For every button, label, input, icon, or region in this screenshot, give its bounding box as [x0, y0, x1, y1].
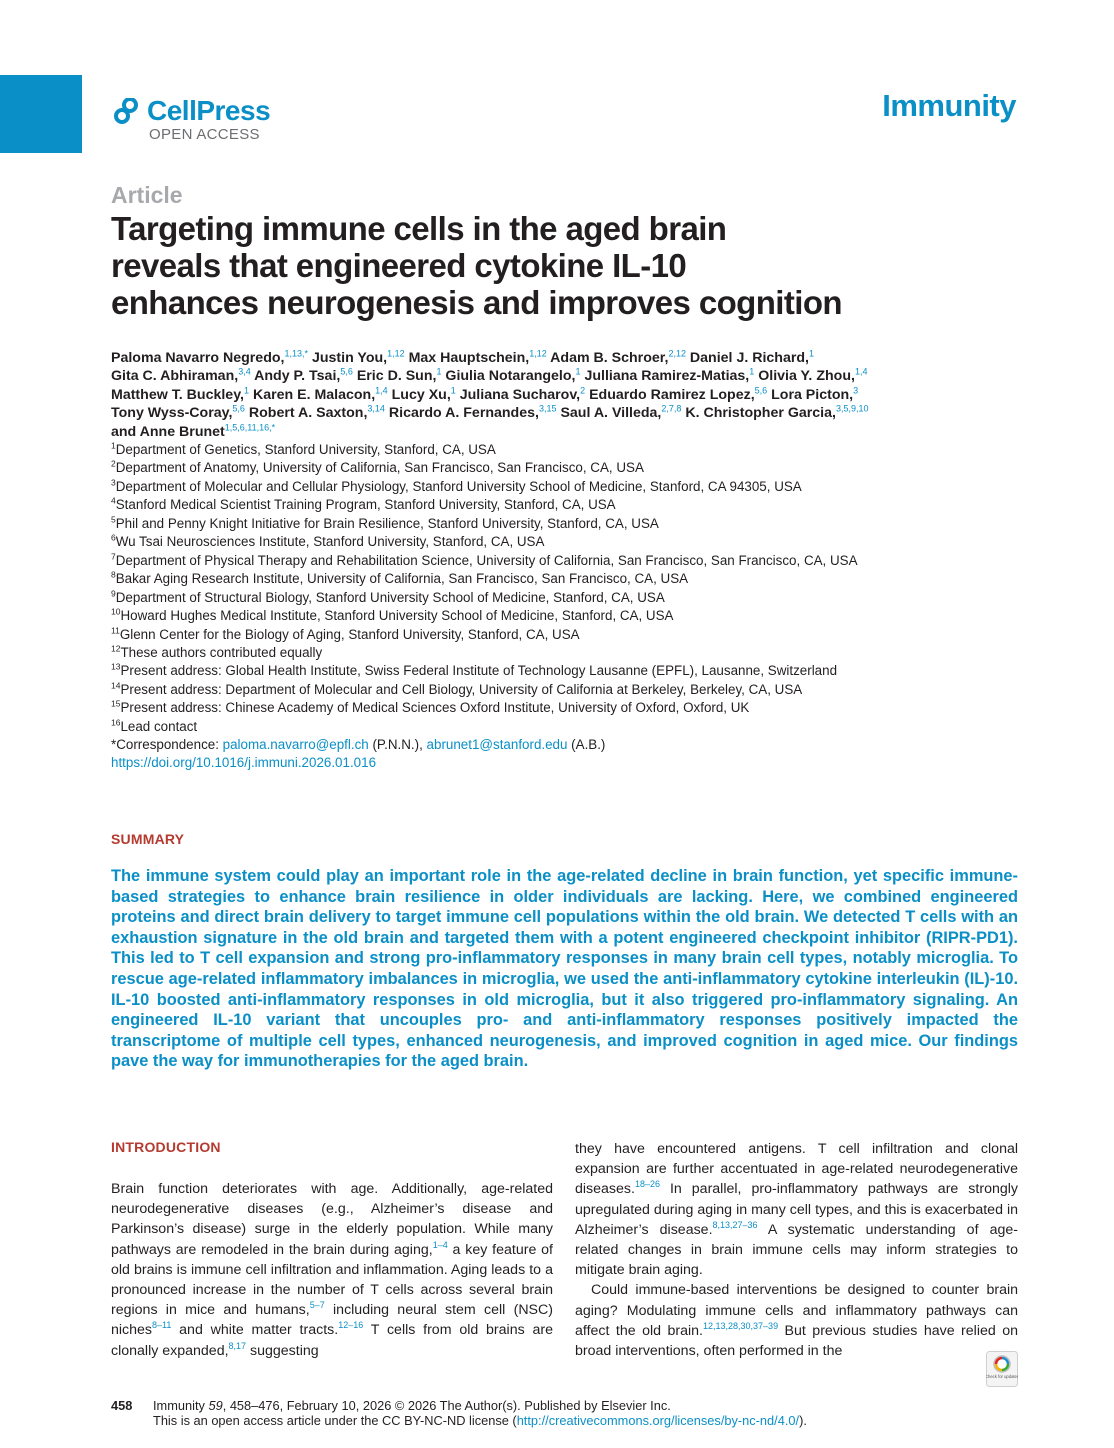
email-link-2[interactable]: abrunet1@stanford.edu — [426, 737, 568, 752]
header-color-tab — [0, 75, 82, 153]
affiliation-item — [111, 644, 1011, 662]
author-name: K. Christopher Garcia, — [685, 405, 836, 422]
affiliation-text: Bakar Aging Research Institute, University of California, San Francisco, San Francisco, CA, USA — [115, 571, 689, 587]
affiliation-item — [111, 459, 1011, 477]
author-affiliation-marker: 1,4 — [375, 385, 388, 396]
affiliation-number: 15 — [111, 698, 121, 709]
affiliation-text: Department of Anatomy, University of California, San Francisco, San Francisco, CA, USA — [115, 460, 644, 476]
affiliation-text: Present address: Global Health Institute, Swiss Federal Institute of Technology Lausanne (EPFL), Lausanne, Switzerland — [120, 663, 838, 679]
author-name: Eduardo Ramirez Lopez, — [589, 386, 755, 403]
affiliation-number: 16 — [111, 717, 121, 728]
body-text: and white matter tracts. — [171, 1322, 339, 1339]
check-for-updates-icon — [986, 1351, 1018, 1387]
author-affiliation-marker: 2,12 — [668, 348, 686, 359]
open-access-label: OPEN ACCESS — [149, 126, 260, 143]
affiliation-number: 3 — [111, 477, 116, 488]
author-list — [111, 349, 1011, 441]
cellpress-logo-icon — [113, 98, 143, 124]
author-affiliation-marker: 1 — [749, 366, 755, 377]
affiliation-item — [111, 570, 1011, 588]
intro-right-column — [575, 1139, 1018, 1361]
affiliation-number: 9 — [111, 588, 116, 599]
author-affiliation-marker: 3,14 — [367, 403, 385, 414]
citation-details: , 458–476, February 10, 2026 © 2026 The Author(s). Published by Elsevier Inc. — [222, 1398, 671, 1413]
affiliation-text: Glenn Center for the Biology of Aging, Stanford University, Stanford, CA, USA — [119, 626, 580, 642]
affiliation-number: 1 — [111, 440, 116, 451]
author-name: Eric D. Sun, — [356, 368, 437, 385]
author-affiliation-marker: 3,15 — [538, 403, 557, 414]
body-text: Could immune-based interventions be designed to counter brain aging? Modulating immune cells and inflammatory pathways can affect the old brain. — [575, 1282, 1018, 1339]
body-text: they have encountered antigens. T cell infiltration and clonal expansion are further accentuated in age-related neurodegenerative diseases. — [575, 1141, 1018, 1198]
author-affiliation-marker: 2,7,8 — [661, 403, 682, 414]
body-text: T cells from old brains are clonally expanded, — [111, 1322, 553, 1359]
author-affiliation-marker: 3 — [853, 385, 859, 396]
title-line: reveals that engineered cytokine IL-10 — [111, 247, 687, 284]
author-affiliation-marker: 5,6 — [340, 366, 353, 377]
author-affiliation-marker: 1,13,* — [284, 348, 308, 359]
author-name: Matthew T. Buckley, — [111, 386, 244, 403]
citation-link[interactable]: 8,13,27–36 — [712, 1219, 758, 1230]
author-affiliation-marker: 1,12 — [387, 348, 405, 359]
author-name: Saul A. Villeda, — [560, 405, 662, 422]
author-affiliation-marker: 1 — [575, 366, 581, 377]
summary-text: The immune system could play an important role in the age-related decline in brain function, yet specific immune-based strategies to enhance brain resilience in older individuals are lacking. Here, we combined engineered proteins and direct brain delivery to target immune cell populations within the old brain. We detected T cells with an exhaustion signature in the old brain and targeted them with a potent engineered checkpoint inhibitor (RIPR-PD1). This led to T cell expansion and strong pro-inflammatory responses in many brain cell types, notably microglia. To rescue age-related inflammatory imbalances in microglia, we used the anti-inflammatory cytokine interleukin (IL)-10. IL-10 boosted anti-inflammatory responses in old microglia, but it also triggered pro-inflammatory signaling. An engineered IL-10 variant that uncouples pro- and anti-inflammatory responses positively impacted the transcriptome of multiple cell types, enhanced neurogenesis, and improved cognition in aged mice. Our findings pave the way for immunotherapies for the aged brain. — [111, 867, 1018, 1071]
body-text: including neural stem cell (NSC) niches — [111, 1302, 553, 1339]
author-name: Julliana Ramirez-Matias, — [584, 368, 750, 385]
introduction-heading: INTRODUCTION — [111, 1139, 221, 1155]
affiliation-text: Phil and Penny Knight Initiative for Brain Resilience, Stanford University, Stanford, CA, USA — [115, 515, 659, 531]
affiliation-text: Stanford Medical Scientist Training Program, Stanford University, Stanford, CA, USA — [115, 497, 616, 513]
author-affiliation-marker: 5,6 — [232, 403, 245, 414]
author-name: Justin You, — [311, 350, 388, 366]
journal-name[interactable]: Immunity — [882, 88, 1016, 123]
affiliation-text: Wu Tsai Neurosciences Institute, Stanford University, Stanford, CA, USA — [115, 534, 545, 550]
article-title — [111, 210, 931, 321]
license-link[interactable]: http://creativecommons.org/licenses/by-nc-nd/4.0/ — [516, 1413, 800, 1428]
title-line: Targeting immune cells in the aged brain — [111, 210, 727, 247]
affiliation-item — [111, 589, 1011, 607]
affiliation-text: Howard Hughes Medical Institute, Stanford University School of Medicine, Stanford, CA, USA — [120, 608, 674, 624]
body-text: A systematic understanding of age-related changes in brain immune cells may inform strategies to mitigate brain aging. — [575, 1221, 1018, 1279]
body-text: But previous studies have relied on broad interventions, often performed in the — [575, 1322, 1018, 1360]
article-type-label: Article — [111, 182, 183, 208]
footer-citation — [153, 1398, 671, 1413]
author-name: Tony Wyss-Coray, — [111, 405, 233, 422]
author-affiliation-marker: 1 — [808, 348, 814, 359]
affiliation-text: Lead contact — [120, 718, 198, 734]
affiliation-item — [111, 441, 1011, 459]
author-name: Lora Picton, — [771, 386, 854, 403]
affiliation-item — [111, 718, 1011, 736]
author-name: Paloma Navarro Negredo, — [111, 350, 285, 366]
check-for-updates-badge[interactable] — [986, 1351, 1018, 1387]
body-text: Brain function deteriorates with age. Additionally, age-related neurodegenerative diseases (e.g., Alzheimer’s disease and Parkinson’s disease) surge in the elderly population. While many pathways are remodeled in the brain during aging, — [111, 1181, 553, 1258]
author-name: Daniel J. Richard, — [689, 350, 809, 366]
author-affiliation-marker: 1 — [243, 385, 249, 396]
affiliation-number: 10 — [111, 606, 121, 617]
cellpress-logo[interactable] — [113, 95, 270, 127]
footer-license — [153, 1413, 807, 1428]
citation-link[interactable]: 8,17 — [228, 1340, 247, 1351]
author-name: Karen E. Malacon, — [252, 386, 376, 403]
author-name: Lucy Xu, — [391, 386, 451, 403]
intro-paragraph — [575, 1139, 1018, 1280]
affiliation-item — [111, 533, 1011, 551]
author-name: Adam B. Schroer, — [550, 350, 669, 366]
author-name: Olivia Y. Zhou, — [758, 368, 855, 385]
author-name: Robert A. Saxton, — [248, 405, 368, 422]
author-affiliation-marker: 1 — [436, 366, 442, 377]
affiliation-text: Department of Molecular and Cellular Physiology, Stanford University School of Medicine, Stanford, CA 94305, USA — [115, 478, 802, 494]
author-name: Max Hauptschein, — [408, 350, 530, 366]
author-name: Gita C. Abhiraman, — [111, 368, 239, 385]
author-affiliation-marker: 1 — [450, 385, 456, 396]
affiliation-number: 7 — [111, 551, 116, 562]
author-name: Giulia Notarangelo, — [445, 368, 576, 385]
affiliation-number: 14 — [111, 680, 121, 691]
author-name: and Anne Brunet — [111, 423, 225, 440]
body-text: In parallel, pro-inflammatory pathways are strongly upregulated during aging in many cell types, and this is exacerbated in Alzheimer’s disease. — [575, 1181, 1018, 1238]
affiliation-list — [111, 441, 1011, 736]
affiliation-item — [111, 681, 1011, 699]
summary-heading: SUMMARY — [111, 831, 185, 847]
affiliation-text: Department of Structural Biology, Stanford University School of Medicine, Stanford, CA, USA — [115, 589, 665, 605]
badge-text: Check for updates — [986, 1374, 1018, 1379]
citation-link[interactable]: 12,13,28,30,37–39 — [703, 1320, 779, 1331]
correspondence — [111, 737, 605, 752]
affiliation-text: These authors contributed equally — [120, 644, 323, 660]
intro-left-column — [111, 1179, 553, 1361]
citation-link[interactable]: 8–11 — [152, 1320, 172, 1331]
affiliation-number: 4 — [111, 495, 116, 506]
author-affiliation-marker: 1,5,6,11,16,* — [224, 421, 276, 432]
author-name: Juliana Sucharov, — [459, 386, 581, 403]
citation-link[interactable]: 18–26 — [634, 1179, 660, 1190]
affiliation-number: 12 — [111, 643, 121, 654]
author-name: Andy P. Tsai, — [254, 368, 341, 385]
author-affiliation-marker: 2 — [580, 385, 586, 396]
body-text: suggesting — [246, 1342, 319, 1359]
citation-link[interactable]: 5–7 — [309, 1300, 325, 1311]
author-affiliation-marker: 1,4 — [854, 366, 868, 377]
correspondence-prefix: *Correspondence: — [111, 737, 223, 752]
affiliation-item — [111, 496, 1011, 514]
affiliation-number: 5 — [111, 514, 116, 525]
author-affiliation-marker: 3,5,9,10 — [835, 403, 869, 414]
author-affiliation-marker: 5,6 — [754, 385, 768, 396]
affiliation-text: Department of Genetics, Stanford University, Stanford, CA, USA — [115, 442, 496, 457]
body-text: a key feature of old brains is immune cell infiltration and inflammation. Aging leads to a pronounced increase in the number of T cells across several brain regions in mice and humans, — [111, 1241, 553, 1319]
affiliation-text: Present address: Department of Molecular and Cell Biology, University of California at Berkeley, Berkeley, CA, USA — [120, 681, 803, 697]
citation-link[interactable]: 1–4 — [432, 1239, 448, 1250]
affiliation-item — [111, 478, 1011, 496]
affiliation-item — [111, 662, 1011, 680]
email-link-1[interactable]: paloma.navarro@epfl.ch — [222, 737, 369, 752]
author-affiliation-marker: 3,4 — [238, 366, 251, 377]
affiliation-text: Present address: Chinese Academy of Medical Sciences Oxford Institute, University of Oxford, Oxford, UK — [120, 700, 750, 716]
affiliation-item — [111, 515, 1011, 533]
author-name: Ricardo A. Fernandes, — [388, 405, 539, 422]
correspondence-suffix: (A.B.) — [567, 737, 606, 752]
license-text-end: ). — [799, 1413, 807, 1428]
author-affiliation-marker: 1,12 — [529, 348, 547, 359]
affiliation-item — [111, 699, 1011, 717]
affiliation-number: 8 — [111, 569, 116, 580]
intro-paragraph — [575, 1280, 1018, 1361]
license-text: This is an open access article under the CC BY-NC-ND license ( — [153, 1413, 517, 1428]
correspondence-mid: (P.N.N.), — [368, 737, 427, 752]
citation-journal: Immunity — [153, 1398, 209, 1413]
affiliation-number: 6 — [111, 532, 116, 543]
doi-link[interactable]: https://doi.org/10.1016/j.immuni.2026.01.016 — [111, 755, 377, 770]
affiliation-number: 2 — [111, 458, 116, 469]
affiliation-item — [111, 607, 1011, 625]
citation-volume: 59 — [208, 1398, 223, 1413]
citation-link[interactable]: 12–16 — [338, 1320, 364, 1331]
affiliation-number: 11 — [111, 625, 120, 636]
page-number: 458 — [111, 1398, 133, 1413]
affiliation-text: Department of Physical Therapy and Rehabilitation Science, University of California, San Francisco, San Francisco, CA, USA — [115, 552, 858, 568]
affiliation-number: 13 — [111, 661, 121, 672]
affiliation-item — [111, 626, 1011, 644]
publisher-name: CellPress — [147, 95, 271, 126]
title-line: enhances neurogenesis and improves cognition — [111, 284, 842, 321]
affiliation-item — [111, 552, 1011, 570]
